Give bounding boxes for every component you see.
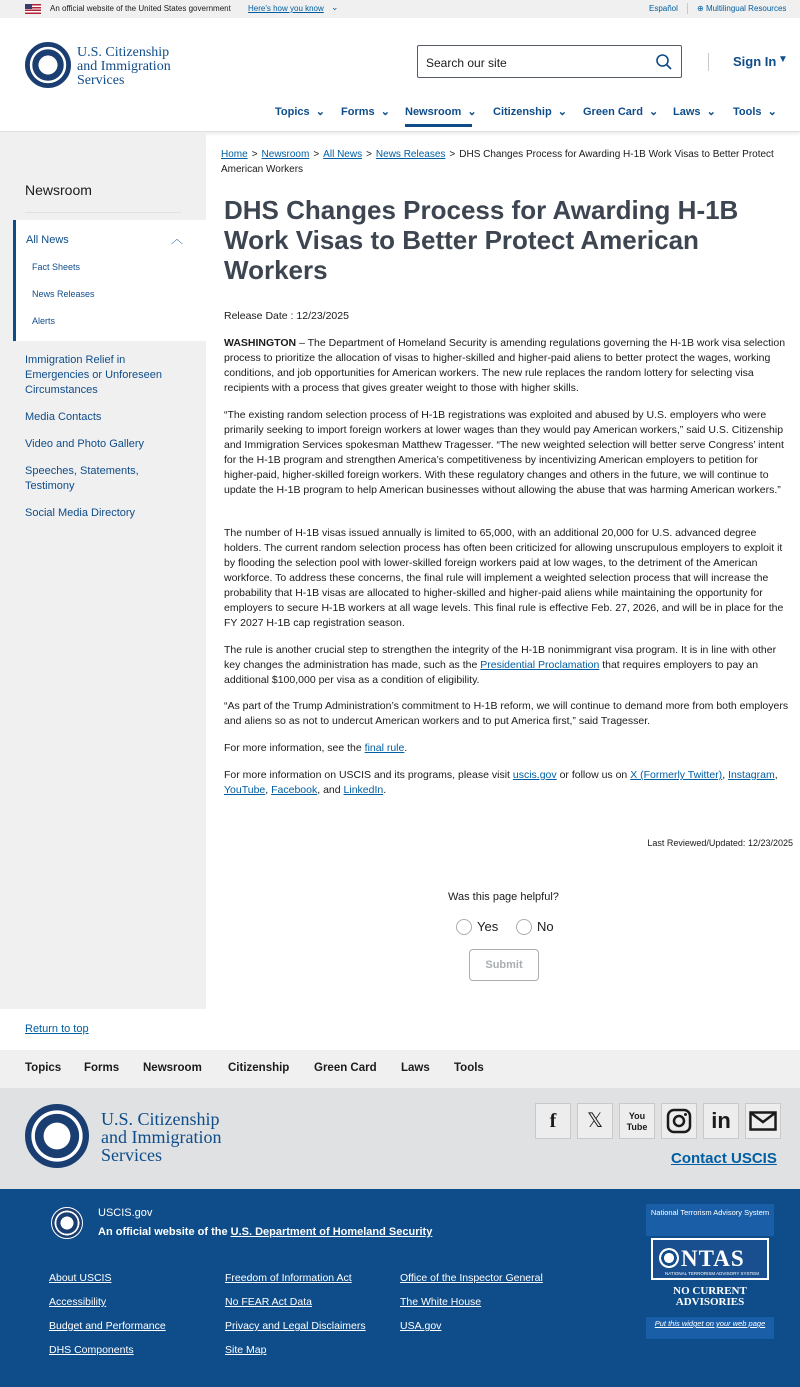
p1-text: – The Department of Homeland Security is amending regulations governing the H-1B work visa selection process to prioritize the allocation of visas to higher-skilled and higher-paid aliens to better protect the wages, working conditions, and job opportunities for American workers. The new rule replaces the random lottery for selecting visa recipients with a process that gives greater weight to those with higher skills. xyxy=(224,337,786,394)
ntas-widget-link[interactable]: Put this widget on your web page xyxy=(646,1317,774,1339)
release-date xyxy=(224,310,349,322)
helpful-question: Was this page helpful? xyxy=(448,891,559,903)
youtube-link[interactable]: YouTube xyxy=(224,784,266,796)
ntas-logo: NTAS xyxy=(681,1246,745,1271)
linkedin-link[interactable]: LinkedIn xyxy=(343,784,384,796)
globe-icon: ⊕ xyxy=(697,4,704,13)
contact-uscis-link[interactable]: Contact USCIS xyxy=(671,1150,777,1167)
sidebar-item-all-news[interactable]: All News xyxy=(26,234,69,246)
breadcrumb-all-news[interactable]: All News xyxy=(323,149,363,160)
uscis-logo[interactable] xyxy=(77,46,171,88)
espanol-link[interactable]: Español xyxy=(649,4,678,13)
search-icon[interactable] xyxy=(655,53,673,71)
chevron-up-icon[interactable]: ︿ xyxy=(171,232,184,246)
uscis-seal-icon[interactable] xyxy=(25,42,71,88)
instagram-icon[interactable] xyxy=(661,1103,697,1139)
divider xyxy=(687,3,688,14)
footer-link-site-map[interactable]: Site Map xyxy=(225,1344,267,1356)
footer-nav-newsroom[interactable]: Newsroom xyxy=(143,1062,202,1074)
footer-logo-line-1: U.S. Citizenship xyxy=(101,1109,220,1129)
ntas-logo-box xyxy=(651,1238,769,1280)
caret-down-icon[interactable]: ▼ xyxy=(778,54,788,65)
nav-active-indicator xyxy=(405,124,472,127)
us-flag-icon xyxy=(25,4,41,14)
sidebar-subitem-news-releases[interactable]: News Releases xyxy=(32,289,95,299)
footer-nav-citizenship[interactable]: Citizenship xyxy=(228,1062,290,1074)
divider xyxy=(708,53,709,71)
uscis-gov-link[interactable]: uscis.gov xyxy=(512,769,557,781)
nav-citizenship[interactable]: Citizenship ⌄ xyxy=(493,106,568,118)
youtube-icon[interactable]: You Tube xyxy=(619,1103,655,1139)
x-twitter-link[interactable]: X (Formerly Twitter) xyxy=(630,769,723,781)
footer-nav-topics[interactable]: Topics xyxy=(25,1062,62,1074)
breadcrumb: Home > Newsroom > All News > News Releases > DHS Changes Process for Awarding H-1B Work Visas to Better Protect American Workers xyxy=(221,149,774,175)
dhs-official-text: An official website of the U.S. Department of Homeland Security xyxy=(98,1226,433,1238)
chevron-down-icon[interactable]: ⌄ xyxy=(331,2,339,12)
return-to-top-link[interactable]: Return to top xyxy=(25,1023,89,1035)
footer-link-budget[interactable]: Budget and Performance xyxy=(49,1320,166,1332)
divider xyxy=(25,212,181,213)
nav-topics[interactable]: Topics ⌄ xyxy=(275,106,325,118)
nav-tools[interactable]: Tools ⌄ xyxy=(733,106,777,118)
gov-banner xyxy=(0,0,800,18)
page-title: DHS Changes Process for Awarding H-1B Work Visas to Better Protect American Workers xyxy=(224,195,739,285)
article-paragraph-2: “The existing random selection process of H-1B registrations was exploited and abused by U.S. employers who were primarily seeking to import foreign workers at lower wages than they would pay American workers,” said U.S. Citizenship and Immigration Services spokesman Matthew Tragesser. “The new weighted selection will better serve Congress’ intent for the H-1B program and strengthen America’s competitiveness by incentivizing American employers to petition for higher-paid, higher-skilled foreign workers. With these regulatory changes and others in the future, we will continue to update the H-1B program to help American businesses without allowing the abuse that was harming American workers.” xyxy=(224,409,784,496)
nav-forms[interactable]: Forms ⌄ xyxy=(341,106,390,118)
sidebar-item-speeches[interactable]: Speeches, Statements, Testimony xyxy=(25,465,139,492)
article-paragraph-1 xyxy=(224,336,790,396)
footer-nav-green-card[interactable]: Green Card xyxy=(314,1062,377,1074)
footer-link-dhs-components[interactable]: DHS Components xyxy=(49,1344,134,1356)
uscis-gov-label: USCIS.gov xyxy=(98,1207,153,1219)
footer-logo-bar xyxy=(0,1088,800,1189)
sidebar xyxy=(0,132,206,1009)
footer-link-about[interactable]: About USCIS xyxy=(49,1272,112,1284)
footer-link-accessibility[interactable]: Accessibility xyxy=(49,1296,107,1308)
sidebar-item-media-contacts[interactable]: Media Contacts xyxy=(25,411,102,423)
sidebar-item-immigration-relief[interactable]: Immigration Relief in Emergencies or Unforeseen Circumstances xyxy=(25,354,162,396)
footer-dhs xyxy=(0,1189,800,1387)
yes-label[interactable]: Yes xyxy=(477,919,499,934)
last-reviewed: Last Reviewed/Updated: 12/23/2025 xyxy=(647,838,793,848)
multilingual-link[interactable] xyxy=(697,4,786,13)
release-date-value: 12/23/2025 xyxy=(296,310,349,322)
dhs-seal-icon[interactable] xyxy=(51,1207,83,1239)
uscis-seal-icon[interactable] xyxy=(25,1104,89,1168)
ntas-status: NO CURRENT ADVISORIES xyxy=(673,1285,747,1308)
article-paragraph-4: The rule is another crucial step to strengthen the integrity of the H-1B nonimmigrant visa program. It is in line with other key changes the administration has made, such as the Presidential Proclamation that requires employers to pay an additional $100,000 per visa as a condition of eligibility. xyxy=(224,644,777,686)
footer-nav-laws[interactable]: Laws xyxy=(401,1062,430,1074)
breadcrumb-home[interactable]: Home xyxy=(221,149,248,160)
footer-nav-tools[interactable]: Tools xyxy=(454,1062,484,1074)
article-paragraph-5: “As part of the Trump Administration’s commitment to H-1B reform, we will continue to demand more from both employers and aliens so as not to undercut American workers and to put America first,” said Tragesser. xyxy=(224,700,789,727)
x-twitter-icon[interactable]: 𝕏 xyxy=(577,1103,613,1139)
nav-green-card[interactable]: Green Card ⌄ xyxy=(583,106,659,118)
sidebar-item-social-media[interactable]: Social Media Directory xyxy=(25,507,136,519)
footer-link-white-house[interactable]: The White House xyxy=(400,1296,482,1308)
linkedin-icon[interactable]: in xyxy=(703,1103,739,1139)
no-radio[interactable] xyxy=(516,919,532,935)
ntas-widget[interactable] xyxy=(646,1204,774,1339)
sign-in-button[interactable]: Sign In xyxy=(733,54,777,69)
article-paragraph-6: For more information, see the final rule. xyxy=(224,742,408,754)
footer-logo-line-2: and Immigration xyxy=(101,1127,222,1147)
dateline: WASHINGTON xyxy=(224,337,297,349)
sidebar-subitem-alerts[interactable]: Alerts xyxy=(32,316,56,326)
search-placeholder: Search our site xyxy=(426,56,507,70)
footer-nav-forms[interactable]: Forms xyxy=(84,1062,120,1074)
presidential-proclamation-link[interactable]: Presidential Proclamation xyxy=(480,659,600,671)
article-paragraph-7: For more information on USCIS and its programs, please visit uscis.gov or follow us on X (Formerly Twitter), Instagram, YouTube, Facebook, and LinkedIn. xyxy=(224,769,778,796)
footer-logo-line-3: Services xyxy=(101,1145,162,1165)
ntas-subtitle: NATIONAL TERRORISM ADVISORY SYSTEM xyxy=(664,1271,760,1276)
site-header xyxy=(0,18,800,132)
footer-link-usa-gov[interactable]: USA.gov xyxy=(400,1320,442,1332)
sidebar-title: Newsroom xyxy=(25,182,92,198)
sidebar-item-video-gallery[interactable]: Video and Photo Gallery xyxy=(25,438,145,450)
facebook-link[interactable]: Facebook xyxy=(271,784,318,796)
instagram-link[interactable]: Instagram xyxy=(728,769,775,781)
footer-uscis-logo[interactable] xyxy=(101,1110,221,1164)
facebook-icon[interactable]: f xyxy=(535,1103,571,1139)
footer-link-privacy[interactable]: Privacy and Legal Disclaimers xyxy=(225,1320,366,1332)
logo-line-1: U.S. Citizenship xyxy=(77,45,170,60)
search-input[interactable] xyxy=(417,45,682,78)
multilingual-label: Multilingual Resources xyxy=(705,4,787,13)
no-label[interactable]: No xyxy=(537,919,554,934)
logo-line-2: and Immigration xyxy=(77,59,171,74)
footer-link-oig[interactable]: Office of the Inspector General xyxy=(400,1272,543,1284)
gov-official-text: An official website of the United States government xyxy=(50,4,231,13)
breadcrumb-current: DHS Changes Process for Awarding H-1B Work Visas to Better Protect American Workers xyxy=(221,149,774,175)
footer-link-foia[interactable]: Freedom of Information Act xyxy=(225,1272,352,1284)
submit-button[interactable]: Submit xyxy=(469,949,539,981)
nav-laws[interactable]: Laws ⌄ xyxy=(673,106,716,118)
sidebar-group-all-news xyxy=(13,220,206,341)
breadcrumb-newsroom[interactable]: Newsroom xyxy=(261,149,310,160)
footer-nav xyxy=(0,1050,800,1088)
sidebar-subitem-fact-sheets[interactable]: Fact Sheets xyxy=(32,262,81,272)
ntas-seal-icon xyxy=(659,1248,679,1268)
nav-newsroom[interactable]: Newsroom ⌄ xyxy=(405,106,477,118)
final-rule-link[interactable]: final rule xyxy=(364,742,405,754)
footer-link-no-fear[interactable]: No FEAR Act Data xyxy=(225,1296,312,1308)
yes-radio[interactable] xyxy=(456,919,472,935)
article-paragraph-3: The number of H-1B visas issued annually is limited to 65,000, with an additional 20,000 for U.S. advanced degree holders. The current random selection process has often been criticized for allowing unscrupulous employers to exploit it by flooding the selection pool with lower-skilled foreign workers paid at low wages, to the detriment of the American workforce. To address these concerns, the final rule will implement a weighted selection process that will increase the probability that H-1B visas are allocated to higher-skilled and higher-paid aliens while maintaining the opportunity for employers to secure H-1B workers at all wage levels. This final rule is effective Feb. 27, 2026, and will be in place for the FY 2027 H-1B cap registration season. xyxy=(224,527,784,629)
release-label: Release Date : xyxy=(224,310,294,322)
breadcrumb-news-releases[interactable]: News Releases xyxy=(375,149,446,160)
dhs-link[interactable]: U.S. Department of Homeland Security xyxy=(230,1226,433,1238)
heres-how-you-know-link[interactable]: Here's how you know xyxy=(248,4,324,13)
logo-line-3: Services xyxy=(77,73,125,88)
ntas-title: National Terrorism Advisory System xyxy=(646,1204,774,1236)
email-icon[interactable] xyxy=(745,1103,781,1139)
